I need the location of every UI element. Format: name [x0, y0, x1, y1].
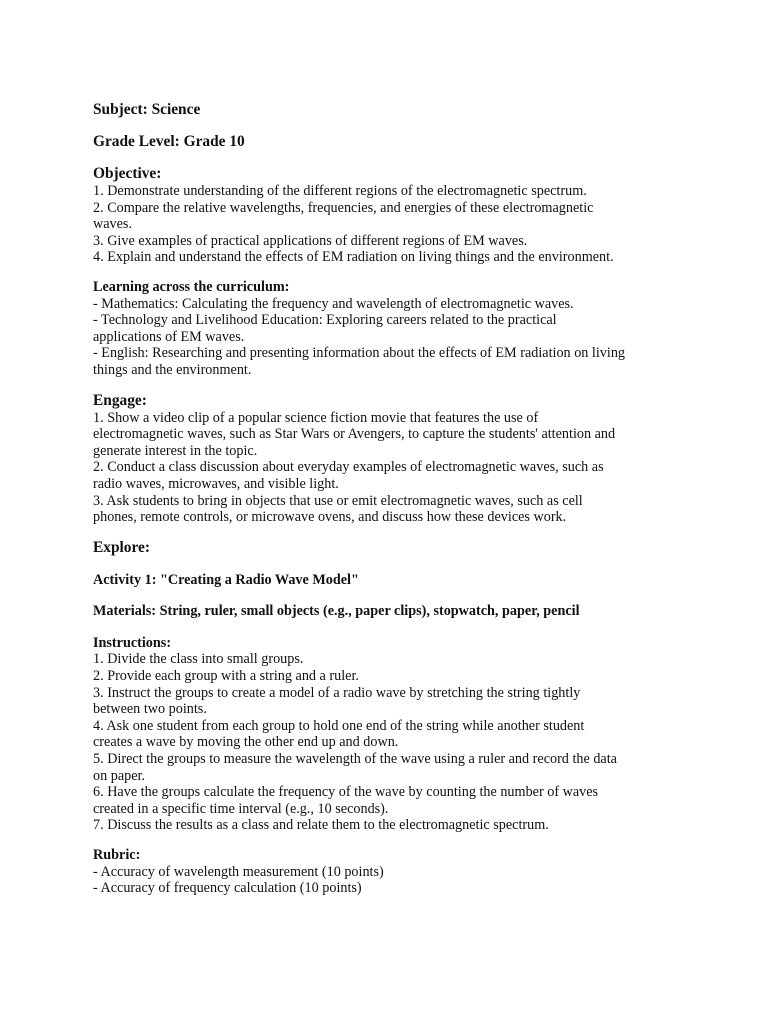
instruction-line: 7. Discuss the results as a class and relate them to the electromagnetic spectrum.: [93, 817, 549, 834]
curriculum-line: things and the environment.: [93, 361, 252, 378]
curriculum-line: - Technology and Livelihood Education: Exploring careers related to the practical: [93, 312, 557, 329]
explore-heading: Explore:: [93, 538, 151, 556]
objective-line: waves.: [93, 216, 133, 233]
instruction-line: 2. Provide each group with a string and a ruler.: [93, 668, 359, 685]
instruction-line: 3. Instruct the groups to create a model of a radio wave by stretching the string tightly: [93, 684, 581, 701]
instruction-line: creates a wave by moving the other end up and down.: [93, 734, 399, 751]
engage-line: generate interest in the topic.: [93, 442, 258, 459]
engage-line: phones, remote controls, or microwave ovens, and discuss how these devices work.: [93, 509, 567, 526]
engage-line: 1. Show a video clip of a popular science fiction movie that features the use of: [93, 409, 539, 426]
objective-line: 2. Compare the relative wavelengths, frequencies, and energies of these electromagnetic: [93, 199, 594, 216]
engage-line: electromagnetic waves, such as Star Wars or Avengers, to capture the students' attention and: [93, 426, 616, 443]
instruction-line: between two points.: [93, 701, 207, 718]
rubric-line: - Accuracy of wavelength measurement (10 points): [93, 863, 384, 880]
instruction-line: created in a specific time interval (e.g., 10 seconds).: [93, 800, 389, 817]
curriculum-section: [93, 279, 683, 379]
objective-heading: Objective:: [93, 165, 162, 182]
objective-section: [93, 165, 683, 266]
lesson-plan-page: [93, 101, 683, 897]
instruction-line: 6. Have the groups calculate the frequency of the wave by counting the number of waves: [93, 784, 599, 801]
objective-line: 4. Explain and understand the effects of EM radiation on living things and the environment.: [93, 249, 614, 266]
subject-heading: Subject: Science: [93, 101, 201, 118]
activity-title: Activity 1: "Creating a Radio Wave Model": [93, 571, 359, 588]
curriculum-heading: Learning across the curriculum:: [93, 278, 290, 295]
engage-line: 3. Ask students to bring in objects that use or emit electromagnetic waves, such as cell: [93, 492, 583, 509]
rubric-section: [93, 847, 683, 897]
instruction-line: 5. Direct the groups to measure the wavelength of the wave using a ruler and record the data: [93, 751, 617, 768]
rubric-heading: Rubric:: [93, 847, 141, 863]
engage-line: 2. Conduct a class discussion about everyday examples of electromagnetic waves, such as: [93, 459, 604, 476]
instruction-line: on paper.: [93, 767, 146, 784]
objective-line: 1. Demonstrate understanding of the different regions of the electromagnetic spectrum.: [93, 183, 587, 199]
curriculum-line: - Mathematics: Calculating the frequency and wavelength of electromagnetic waves.: [93, 295, 574, 312]
instruction-line: 1. Divide the class into small groups.: [93, 651, 304, 668]
objective-line: 3. Give examples of practical applications of different regions of EM waves.: [93, 232, 528, 249]
materials-line: Materials: String, ruler, small objects (e.g., paper clips), stopwatch, paper, pencil: [93, 603, 580, 620]
curriculum-line: - English: Researching and presenting information about the effects of EM radiation on living: [93, 345, 626, 362]
engage-heading: Engage:: [93, 391, 147, 409]
engage-section: [93, 392, 683, 526]
instructions-heading: Instructions:: [93, 634, 172, 651]
instructions-section: [93, 635, 683, 834]
instruction-line: 4. Ask one student from each group to hold one end of the string while another student: [93, 717, 585, 734]
rubric-line: - Accuracy of frequency calculation (10 points): [93, 880, 362, 897]
engage-line: radio waves, microwaves, and visible light.: [93, 475, 339, 492]
grade-level-heading: Grade Level: Grade 10: [93, 133, 245, 150]
curriculum-line: applications of EM waves.: [93, 328, 245, 345]
